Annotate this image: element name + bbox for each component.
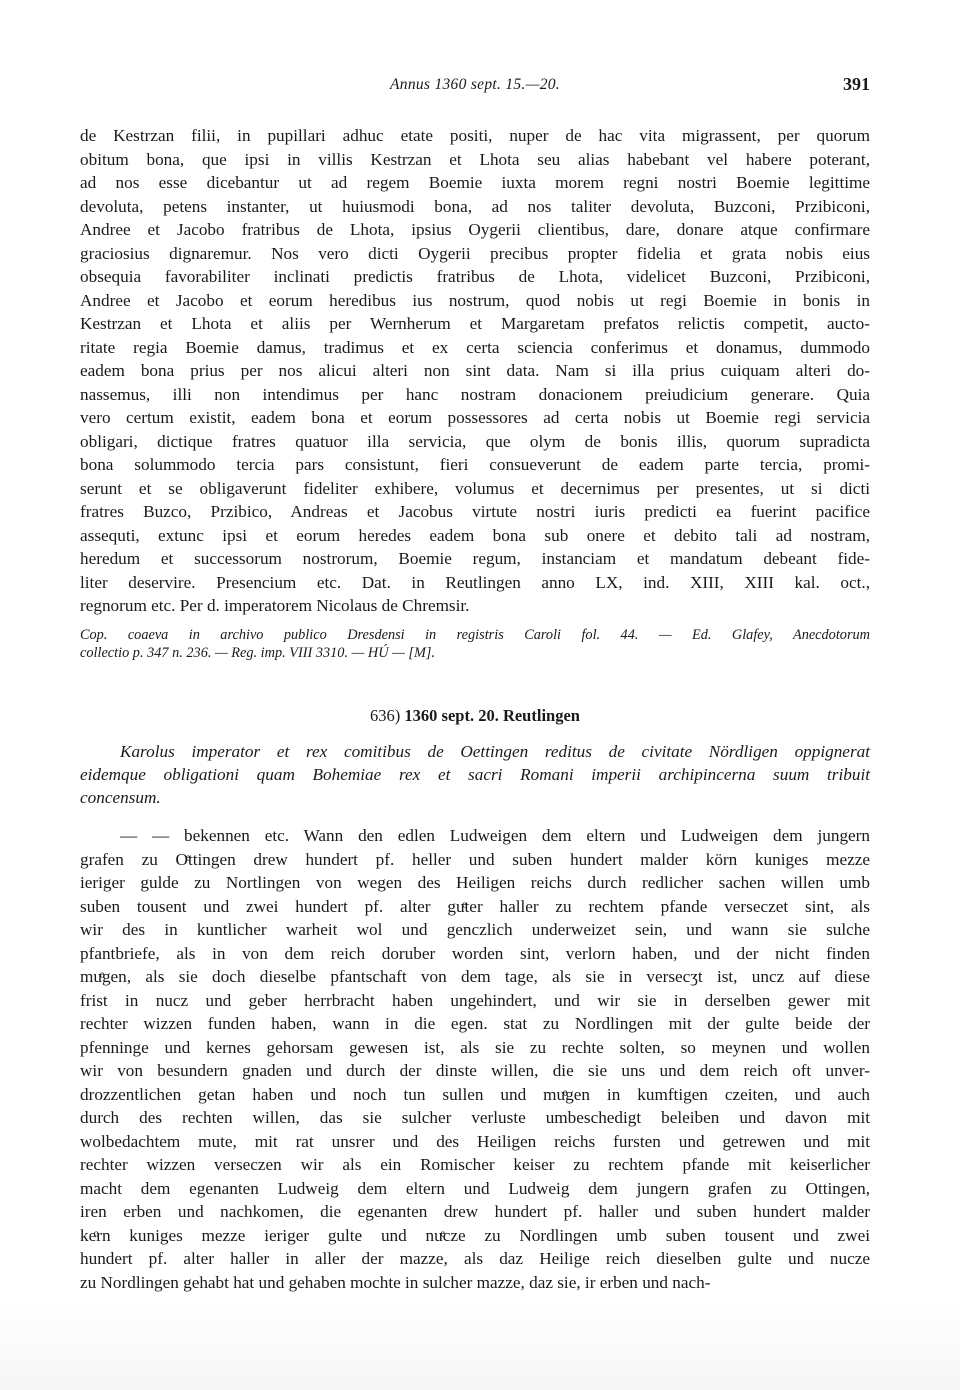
text-line: liter deservire. Presencium etc. Dat. in Reutlingen anno LX, ind. XIII, XIII kal. oct., bbox=[80, 572, 870, 592]
text-line: devoluta, petens instanter, ut huiusmodi bona, ad nos taliter devoluta, Buzconi, Przibiconi, bbox=[80, 196, 870, 216]
text-line: graciosius dignaremur. Nos vero dicti Oygerii precibus propter fidelia et grata nobis eius bbox=[80, 243, 870, 263]
text-line: frist in nucz und geber herrbracht haben ungehindert, und wir sie in derselben gewer mit bbox=[80, 990, 870, 1010]
regest-line: concensum. bbox=[80, 788, 161, 808]
text-line: zu Nordlingen gehabt hat und gehaben mochte in sulcher mazze, daz sie, ir erben und nach- bbox=[80, 1272, 711, 1292]
regest-summary bbox=[80, 740, 870, 810]
text-line: durch des rechten willen, das sie sulcher verluste umbeschedigt beleiben und davon mit bbox=[80, 1108, 870, 1127]
text-line: keͦrn kuniges mezze ieriger gulte und nuͤcze zu Nordlingen umb suben tousent und zwei bbox=[80, 1225, 870, 1245]
document-date-place: 1360 sept. 20. Reutlingen bbox=[404, 706, 580, 725]
text-line: vero certum existit, eadem bona et eorum possessores ad certa nobis ut Boemie regi servicia bbox=[80, 408, 870, 427]
text-line: pfenninge und kernes gehorsam gewesen ist, als sie zu rechte solten, so meynen und wollen bbox=[80, 1037, 870, 1057]
text-line: hundert pf. alter haller in aller der mazze, als daz Heilige reich dieselben gulte und nucze bbox=[80, 1249, 870, 1268]
text-line: obitum bona, que ipsi in villis Kestrzan et Lhota seu alias habebant vel habere poterant, bbox=[80, 149, 870, 169]
text-line: macht dem egenanten Ludweig dem eltern und Ludweig dem jungern grafen zu Ottingen, bbox=[80, 1178, 870, 1198]
regest-line: eidemque obligationi quam Bohemiae rex et sacri Romani imperii archipincerna suum tribuit bbox=[80, 765, 870, 785]
document-number: 636) bbox=[370, 706, 401, 725]
text-line: ritate regia Boemie damus, tradimus et ex certa sciencia conferimus et donamus, dummodo bbox=[80, 337, 870, 357]
german-paragraph bbox=[80, 824, 870, 1294]
source-note bbox=[80, 626, 870, 662]
latin-charter-text bbox=[80, 124, 870, 618]
scan-shadow bbox=[0, 1300, 960, 1390]
text-line: obsequia favorabiliter inclinati predictis fratribus de Lhota, videlicet Buzconi, Przibiconi, bbox=[80, 267, 870, 286]
text-line: serunt et se obligaverunt fideliter exhibere, volumus et decernimus per presentes, ut si dicti bbox=[80, 478, 870, 498]
page-header bbox=[80, 74, 870, 102]
text-line: wolbedachtem mute, mit rat unsrer und des Heiligen reichs fursten und getrewen und mit bbox=[80, 1131, 870, 1151]
text-line: suben tousent und zwei hundert pf. alter guͤter haller zu rechtem pfande verseczet sint, als bbox=[80, 896, 870, 916]
document-heading bbox=[80, 706, 870, 726]
text-line: heredum et successorum nostrorum, Boemie regum, instanciam et mandatum debeant fide- bbox=[80, 549, 870, 568]
page-number: 391 bbox=[843, 74, 870, 94]
note-line: Cop. coaeva in archivo publico Dresdensi in registris Caroli fol. 44. — Ed. Glafey, Anecdotorum bbox=[80, 627, 870, 643]
text-line: de Kestrzan filii, in pupillari adhuc etate positi, nuper de hac vita migrassent, per quorum bbox=[80, 126, 870, 145]
text-line: pfantbriefe, als in von dem reich doruber worden sint, verlorn haben, und der nicht finden bbox=[80, 943, 870, 963]
text-line: ad nos esse dicebantur ut ad regem Boemie iuxta morem regni nostri Boemie legittime bbox=[80, 173, 870, 192]
german-charter-text bbox=[80, 824, 870, 1294]
text-line: ieriger gulde zu Nortlingen von wegen des Heiligen reichs durch redlicher sachen willen umb bbox=[80, 873, 870, 892]
text-line: Kestrzan et Lhota et aliis per Wernherum et Margaretam prefatos relictis competit, aucto- bbox=[80, 314, 870, 333]
text-line: obligari, dictique fratres quatuor illa servicia, que olym de bonis illis, quorum supradicta bbox=[80, 431, 870, 451]
text-line: — — bekennen etc. Wann den edlen Ludweigen dem eltern und Ludweigen dem jungern bbox=[120, 826, 870, 845]
text-line: wir von besundern gnaden und durch der dinste willen, die sie uns und dem reich oft unver- bbox=[80, 1061, 870, 1080]
text-line: grafen zu Oͤttingen drew hundert pf. heller und suben hundert malder körn kuniges mezze bbox=[80, 849, 870, 869]
text-line: fratres Buzco, Przibico, Andreas et Jacobus virtute nostri iuris predicti ea fuerint pacifice bbox=[80, 502, 870, 521]
text-line: wir des in kuntlicher warheit wol und genczlich underweizet sein, und wann sie sulche bbox=[80, 920, 870, 939]
text-line: drozzentlichen getan haben und noch tun sullen und muͤgen in kumftigen czeiten, und auch bbox=[80, 1084, 870, 1104]
text-line: rechter wizzen verseczen wir als ein Romischer keiser zu rechtem pfande mit keiserlicher bbox=[80, 1155, 870, 1174]
text-line: assequti, extunc ipsi et eorum heredes eadem bona sub onere et debito tali ad nostram, bbox=[80, 525, 870, 545]
text-line: Andree et Jacobo fratribus de Lhota, ipsius Oygerii clientibus, dare, donare atque confirmare bbox=[80, 220, 870, 239]
text-line: nassemus, illi non intendimus per hanc nostram donacionem preiudicium generare. Quia bbox=[80, 384, 870, 404]
text-line: rechter wizzen funden haben, wann in die egen. stat zu Nordlingen mit der gulte beide der bbox=[80, 1014, 870, 1033]
note-line: collectio p. 347 n. 236. — Reg. imp. VIII 3310. — HÚ — [M]. bbox=[80, 645, 435, 661]
latin-paragraph bbox=[80, 124, 870, 618]
regest-line: Karolus imperator et rex comitibus de Oettingen reditus de civitate Nördligen oppignerat bbox=[120, 742, 870, 761]
text-line: bona solummodo tercia pars consistunt, fieri consueverunt de eadem parte tercia, promi- bbox=[80, 455, 870, 474]
running-head: Annus 1360 sept. 15.—20. bbox=[390, 76, 560, 93]
text-line: eadem bona prius per nos alicui alteri non sint data. Nam si illa prius cuiquam alteri do- bbox=[80, 361, 870, 380]
text-line: regnorum etc. Per d. imperatorem Nicolaus de Chremsir. bbox=[80, 596, 470, 615]
text-line: muͤgen, als sie doch dieselbe pfantschaft von dem tage, als sie in versecʒt ist, uncz auf diese bbox=[80, 967, 870, 986]
text-line: iren erben und nachkomen, die egenanten drew hundert pf. haller und suben hundert malder bbox=[80, 1202, 870, 1221]
text-line: Andree et Jacobo et eorum heredibus ius nostrum, quod nobis ut regi Boemie in bonis in bbox=[80, 290, 870, 310]
